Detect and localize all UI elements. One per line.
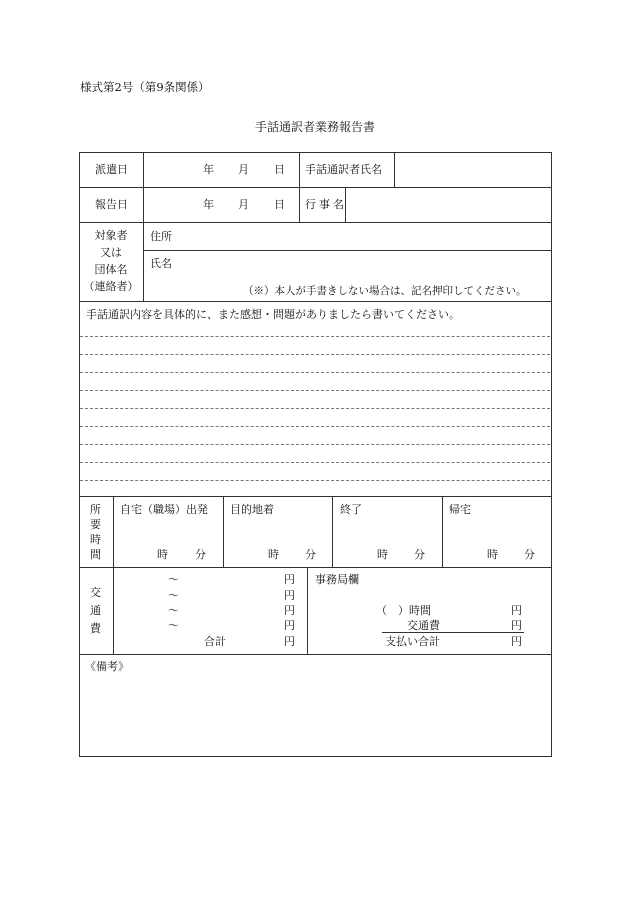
writing-line (80, 462, 550, 463)
transport-total-label: 合計 (204, 635, 226, 648)
office-use-label: 事務局欄 (315, 573, 359, 586)
row-divider (79, 301, 552, 302)
departure-label: 自宅（職場）出発 (120, 503, 208, 516)
client-label-line2: 又は (100, 246, 122, 259)
writing-line (80, 426, 550, 427)
report-day-unit: 日 (274, 198, 285, 211)
row-divider (79, 654, 552, 655)
writing-line (80, 480, 550, 481)
row-divider (143, 250, 552, 251)
row-divider (79, 187, 552, 188)
route-2-tilde: ～ (168, 589, 179, 602)
payment-total-yen: 円 (511, 635, 522, 648)
arrival-label: 目的地着 (230, 503, 274, 516)
end-hour-unit: 時 (377, 548, 388, 561)
interpreter-name-label: 手話通訳者氏名 (305, 163, 382, 176)
name-label: 氏名 (150, 257, 172, 270)
row-divider (79, 567, 552, 568)
report-month-unit: 月 (238, 198, 249, 211)
client-label-line4: （連絡者） (83, 280, 139, 293)
column-divider (143, 152, 144, 301)
form-number: 様式第2号（第9条関係） (80, 80, 210, 94)
client-label-line3: 団体名 (94, 263, 128, 276)
return-hour-unit: 時 (487, 548, 498, 561)
route-4-tilde: ～ (168, 619, 179, 632)
column-divider (299, 152, 300, 222)
departure-minute-unit: 分 (195, 548, 206, 561)
row-divider (79, 222, 552, 223)
return-minute-unit: 分 (524, 548, 535, 561)
dispatch-month-unit: 月 (238, 163, 249, 176)
event-name-label: 行事名 (305, 198, 347, 211)
remarks-label: 《備考》 (85, 660, 129, 673)
route-3-yen: 円 (284, 604, 295, 617)
transport-label-char-1: 交 (90, 586, 101, 599)
seal-note: （※）本人が手書きしない場合は、記名押印してください。 (243, 285, 527, 297)
transport-label-char-2: 通 (90, 604, 101, 617)
column-divider (307, 567, 308, 654)
office-fare-label: 交通費 (407, 619, 440, 632)
writing-line (80, 444, 550, 445)
writing-line (80, 354, 550, 355)
office-fare-yen: 円 (511, 619, 522, 632)
report-year-unit: 年 (203, 198, 214, 211)
time-label-char-2: 要 (90, 518, 101, 531)
report-date-label: 報告日 (95, 198, 128, 211)
office-hours-label: （ ）時間 (376, 604, 431, 617)
time-label-char-1: 所 (90, 503, 101, 516)
route-2-yen: 円 (284, 589, 295, 602)
subtotal-underline (382, 632, 524, 633)
route-4-yen: 円 (284, 619, 295, 632)
dispatch-date-label: 派遣日 (95, 163, 128, 176)
transport-label-char-3: 費 (90, 622, 101, 635)
route-1-tilde: ～ (168, 573, 179, 586)
writing-line (80, 408, 550, 409)
arrival-minute-unit: 分 (305, 548, 316, 561)
column-divider (394, 152, 395, 187)
office-hours-yen: 円 (511, 604, 522, 617)
column-divider (442, 496, 443, 567)
writing-line (80, 390, 550, 391)
payment-total-label: 支払い合計 (385, 635, 440, 648)
row-divider (79, 496, 552, 497)
route-3-tilde: ～ (168, 604, 179, 617)
arrival-hour-unit: 時 (268, 548, 279, 561)
column-divider (332, 496, 333, 567)
end-label: 終了 (340, 503, 362, 516)
return-home-label: 帰宅 (449, 503, 471, 516)
time-label-char-3: 時 (90, 533, 101, 546)
column-divider (113, 496, 114, 654)
departure-hour-unit: 時 (157, 548, 168, 561)
dispatch-day-unit: 日 (274, 163, 285, 176)
address-label: 住所 (150, 230, 172, 243)
end-minute-unit: 分 (414, 548, 425, 561)
writing-line (80, 336, 550, 337)
time-label-char-4: 間 (90, 548, 101, 561)
form-title: 手話通訳者業務報告書 (254, 120, 375, 134)
column-divider (223, 496, 224, 567)
content-instruction: 手話通訳内容を具体的に、また感想・問題がありましたら書いてください。 (86, 308, 460, 321)
dispatch-year-unit: 年 (203, 163, 214, 176)
route-1-yen: 円 (284, 573, 295, 586)
writing-line (80, 372, 550, 373)
transport-total-yen: 円 (284, 635, 295, 648)
client-label-line1: 対象者 (94, 229, 128, 242)
